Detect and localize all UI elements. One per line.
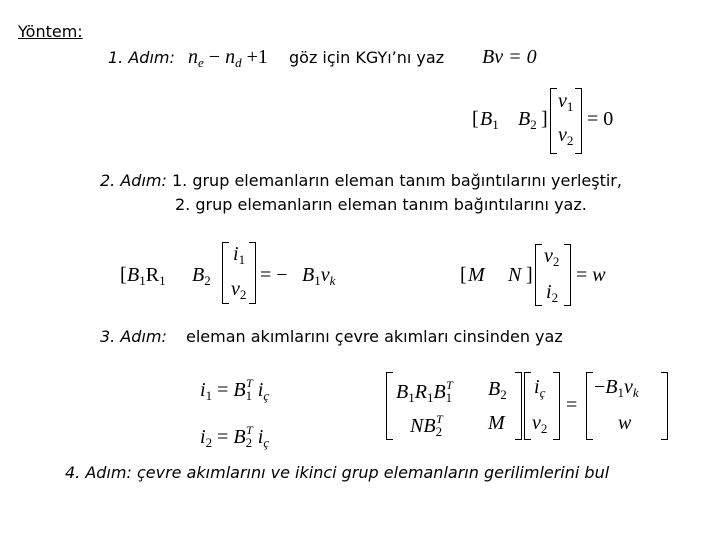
step1-label: 1. Adım: [108, 48, 175, 67]
step1-formula-bv: Bv = 0 [482, 46, 537, 68]
step1-text: göz için KGYı’nı yaz [289, 48, 445, 67]
step2-text: 2. Adım: 1. grup elemanların eleman tanım bağıntılarını yerleştir, [100, 171, 622, 190]
step3-eq-i1: $i_1 = B_1^T$ $i_ç$ [200, 376, 270, 403]
heading: Yöntem: [18, 22, 83, 41]
step3-label: 3. Adım: [100, 327, 167, 346]
step1-formula-count: $n_e - n_d +1$ [188, 46, 268, 70]
step3-eq-i2: $i_2 = B_2^T$ $i_ç$ [200, 423, 270, 450]
step2-text-line2: 2. grup elemanların eleman tanım bağıntılarını yaz. [175, 195, 587, 214]
step4-text: 4. Adım: çevre akımlarını ve ikinci grup elemanların gerilimlerini bul [65, 463, 610, 482]
step3-text: eleman akımlarını çevre akımları cinsinden yaz [186, 327, 563, 346]
